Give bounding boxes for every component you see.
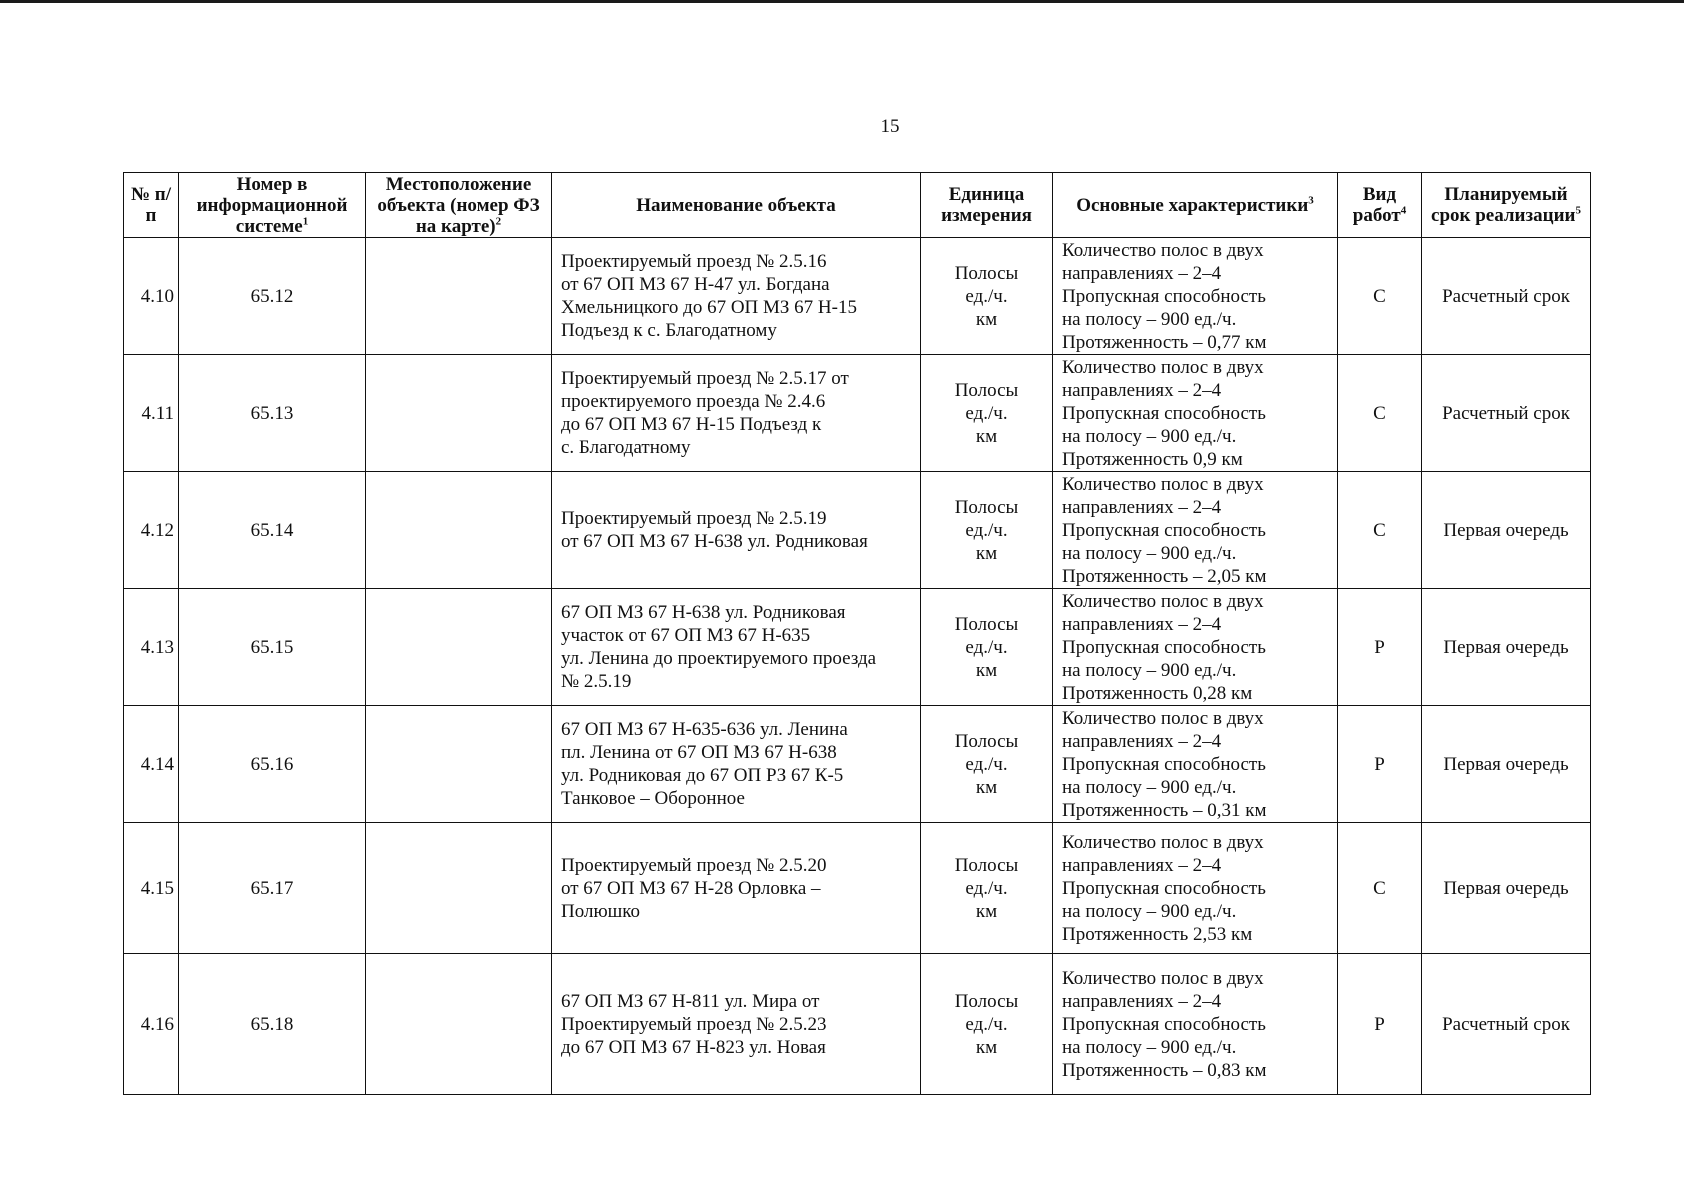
cell-object-name-line: Полюшко <box>561 900 641 922</box>
cell-object-name-line: проектируемого проезда № 2.4.6 <box>561 391 826 412</box>
cell-term: Первая очередь <box>1422 472 1591 589</box>
table-row <box>124 472 1591 589</box>
table-body <box>124 238 1591 1095</box>
cell-term: Первая очередь <box>1422 706 1591 823</box>
cell-characteristics-line: направлениях – 2–4 <box>1062 854 1222 876</box>
cell-characteristics <box>1053 472 1338 589</box>
cell-unit-line: ед./ч. <box>965 1013 1008 1035</box>
cell-unit-line: Полосы <box>954 262 1019 284</box>
cell-unit <box>921 954 1053 1095</box>
cell-unit-line: Полосы <box>954 730 1019 752</box>
cell-term: Расчетный срок <box>1422 954 1591 1095</box>
cell-work-type: С <box>1338 472 1422 589</box>
cell-object-name-line: Проектируемый проезд № 2.5.20 <box>561 854 827 876</box>
header-location: Местоположение объекта (номер ФЗ на карте)$^2$ <box>366 173 552 238</box>
cell-characteristics-line: Количество полос в двух <box>1062 831 1264 853</box>
cell-term: Расчетный срок <box>1422 238 1591 355</box>
cell-info-number: 65.15 <box>179 589 366 706</box>
cell-num: 4.13 <box>124 589 179 706</box>
cell-object-name-line: от 67 ОП МЗ 67 Н-638 ул. Родниковая <box>561 531 868 552</box>
cell-unit-line: км <box>975 308 998 330</box>
cell-unit-line: км <box>975 542 998 564</box>
cell-object-name-line: 67 ОП МЗ 67 Н-638 ул. Родниковая <box>561 602 846 623</box>
cell-work-type: С <box>1338 355 1422 472</box>
cell-object-name <box>552 472 921 589</box>
cell-characteristics-line: направлениях – 2–4 <box>1062 990 1222 1012</box>
cell-unit-line: ед./ч. <box>965 285 1008 307</box>
cell-characteristics-line: Протяженность – 2,05 км <box>1062 565 1267 587</box>
cell-object-name <box>552 823 921 954</box>
cell-object-name-line: от 67 ОП МЗ 67 Н-47 ул. Богдана <box>561 274 830 295</box>
cell-object-name-line: Проектируемый проезд № 2.5.16 <box>561 251 827 272</box>
cell-object-name-line: Проектируемый проезд № 2.5.17 от <box>561 368 849 389</box>
cell-info-number: 65.17 <box>179 823 366 954</box>
cell-unit-line: км <box>975 1036 998 1058</box>
cell-info-number: 65.16 <box>179 706 366 823</box>
cell-characteristics-line: Протяженность 2,53 км <box>1062 923 1253 945</box>
cell-characteristics-line: на полосу – 900 ед./ч. <box>1062 1036 1237 1058</box>
cell-object-name <box>552 355 921 472</box>
table-row <box>124 823 1591 954</box>
cell-term: Первая очередь <box>1422 589 1591 706</box>
cell-unit-line: ед./ч. <box>965 519 1008 541</box>
cell-num: 4.11 <box>124 355 179 472</box>
cell-characteristics-line: на полосу – 900 ед./ч. <box>1062 308 1237 330</box>
table-row <box>124 355 1591 472</box>
cell-unit <box>921 355 1053 472</box>
cell-object-name <box>552 238 921 355</box>
cell-unit-line: Полосы <box>954 854 1019 876</box>
cell-characteristics-line: Пропускная способность <box>1062 1013 1266 1035</box>
cell-characteristics-line: направлениях – 2–4 <box>1062 262 1222 284</box>
header-name: Наименование объекта <box>552 173 921 238</box>
cell-characteristics-line: Количество полос в двух <box>1062 707 1264 729</box>
table-row <box>124 706 1591 823</box>
cell-characteristics-line: Протяженность – 0,31 км <box>1062 799 1267 821</box>
table-row <box>124 238 1591 355</box>
cell-unit-line: Полосы <box>954 990 1019 1012</box>
cell-term: Расчетный срок <box>1422 355 1591 472</box>
cell-characteristics <box>1053 706 1338 823</box>
cell-characteristics-line: Количество полос в двух <box>1062 356 1264 378</box>
cell-term: Первая очередь <box>1422 823 1591 954</box>
cell-location <box>366 238 552 355</box>
cell-object-name-line: до 67 ОП МЗ 67 Н-15 Подъезд к <box>561 414 822 435</box>
cell-info-number: 65.18 <box>179 954 366 1095</box>
cell-unit-line: Полосы <box>954 613 1019 635</box>
cell-characteristics-line: Пропускная способность <box>1062 285 1266 307</box>
cell-object-name <box>552 954 921 1095</box>
cell-unit-line: км <box>975 900 998 922</box>
cell-num: 4.12 <box>124 472 179 589</box>
cell-location <box>366 954 552 1095</box>
cell-num: 4.15 <box>124 823 179 954</box>
cell-location <box>366 706 552 823</box>
cell-characteristics <box>1053 355 1338 472</box>
cell-characteristics-line: на полосу – 900 ед./ч. <box>1062 542 1237 564</box>
cell-num: 4.14 <box>124 706 179 823</box>
cell-location <box>366 589 552 706</box>
cell-unit-line: ед./ч. <box>965 636 1008 658</box>
cell-characteristics-line: Протяженность – 0,77 км <box>1062 331 1267 353</box>
header-row <box>124 173 1591 238</box>
cell-characteristics-line: Количество полос в двух <box>1062 239 1264 261</box>
cell-characteristics-line: направлениях – 2–4 <box>1062 613 1222 635</box>
cell-object-name-line: 67 ОП МЗ 67 Н-635-636 ул. Ленина <box>561 719 848 740</box>
cell-characteristics-line: Пропускная способность <box>1062 636 1266 658</box>
table-row <box>124 954 1591 1095</box>
cell-unit <box>921 238 1053 355</box>
cell-characteristics-line: на полосу – 900 ед./ч. <box>1062 659 1237 681</box>
cell-object-name-line: с. Благодатному <box>561 437 691 458</box>
cell-characteristics-line: направлениях – 2–4 <box>1062 379 1222 401</box>
header-num: № п/п <box>124 173 179 238</box>
cell-characteristics-line: Пропускная способность <box>1062 753 1266 775</box>
cell-characteristics-line: Пропускная способность <box>1062 402 1266 424</box>
cell-info-number: 65.14 <box>179 472 366 589</box>
cell-num: 4.16 <box>124 954 179 1095</box>
cell-info-number: 65.13 <box>179 355 366 472</box>
header-term: Планируемый срок реализации$^5$ <box>1422 173 1591 238</box>
cell-location <box>366 472 552 589</box>
cell-characteristics-line: Количество полос в двух <box>1062 967 1264 989</box>
cell-unit-line: км <box>975 776 998 798</box>
cell-characteristics-line: Пропускная способность <box>1062 877 1266 899</box>
objects-table <box>123 172 1591 1095</box>
cell-work-type: С <box>1338 823 1422 954</box>
cell-object-name-line: Танковое – Оборонное <box>561 788 745 809</box>
cell-object-name-line: участок от 67 ОП МЗ 67 Н-635 <box>561 625 811 646</box>
cell-characteristics-line: Протяженность 0,28 км <box>1062 682 1253 704</box>
cell-characteristics-line: Количество полос в двух <box>1062 590 1264 612</box>
cell-characteristics <box>1053 954 1338 1095</box>
cell-object-name-line: № 2.5.19 <box>561 671 632 692</box>
cell-characteristics-line: направлениях – 2–4 <box>1062 730 1222 752</box>
cell-unit-line: Полосы <box>954 496 1019 518</box>
cell-characteristics-line: на полосу – 900 ед./ч. <box>1062 776 1237 798</box>
cell-object-name-line: пл. Ленина от 67 ОП МЗ 67 Н-638 <box>561 742 837 763</box>
cell-unit-line: ед./ч. <box>965 877 1008 899</box>
cell-characteristics <box>1053 589 1338 706</box>
cell-unit <box>921 589 1053 706</box>
header-unit: Единица измерения <box>921 173 1053 238</box>
cell-characteristics-line: Количество полос в двух <box>1062 473 1264 495</box>
cell-characteristics <box>1053 823 1338 954</box>
cell-unit-line: км <box>975 425 998 447</box>
cell-object-name-line: ул. Родниковая до 67 ОП РЗ 67 К-5 <box>561 765 844 786</box>
cell-object-name <box>552 706 921 823</box>
table-row <box>124 589 1591 706</box>
page-top-border <box>0 0 1684 3</box>
header-work-type: Вид работ$^4$ <box>1338 173 1422 238</box>
cell-object-name-line: 67 ОП МЗ 67 Н-811 ул. Мира от <box>561 990 820 1012</box>
page-number: 15 <box>880 116 900 137</box>
cell-num: 4.10 <box>124 238 179 355</box>
cell-characteristics-line: на полосу – 900 ед./ч. <box>1062 900 1237 922</box>
cell-location <box>366 355 552 472</box>
cell-characteristics-line: направлениях – 2–4 <box>1062 496 1222 518</box>
cell-unit-line: км <box>975 659 998 681</box>
cell-characteristics-line: на полосу – 900 ед./ч. <box>1062 425 1237 447</box>
cell-object-name-line: Подъезд к с. Благодатному <box>561 320 777 341</box>
cell-unit <box>921 472 1053 589</box>
cell-object-name <box>552 589 921 706</box>
cell-object-name-line: Проектируемый проезд № 2.5.23 <box>561 1013 827 1035</box>
cell-characteristics-line: Протяженность – 0,83 км <box>1062 1059 1267 1081</box>
cell-object-name-line: до 67 ОП МЗ 67 Н-823 ул. Новая <box>561 1036 826 1058</box>
cell-work-type: Р <box>1338 954 1422 1095</box>
cell-object-name-line: от 67 ОП МЗ 67 Н-28 Орловка – <box>561 877 821 899</box>
cell-characteristics-line: Протяженность 0,9 км <box>1062 448 1243 470</box>
cell-object-name-line: Хмельницкого до 67 ОП МЗ 67 Н-15 <box>561 297 857 318</box>
cell-unit-line: ед./ч. <box>965 402 1008 424</box>
cell-work-type: Р <box>1338 589 1422 706</box>
cell-location <box>366 823 552 954</box>
header-characteristics: Основные характеристики$^3$ <box>1053 173 1338 238</box>
cell-object-name-line: Проектируемый проезд № 2.5.19 <box>561 508 827 529</box>
cell-characteristics <box>1053 238 1338 355</box>
cell-work-type: С <box>1338 238 1422 355</box>
header-info-system: Номер в информационной системе$^1$ <box>179 173 366 238</box>
cell-object-name-line: ул. Ленина до проектируемого проезда <box>561 648 877 669</box>
cell-unit <box>921 706 1053 823</box>
cell-unit-line: Полосы <box>954 379 1019 401</box>
cell-work-type: Р <box>1338 706 1422 823</box>
cell-unit <box>921 823 1053 954</box>
cell-info-number: 65.12 <box>179 238 366 355</box>
cell-characteristics-line: Пропускная способность <box>1062 519 1266 541</box>
cell-unit-line: ед./ч. <box>965 753 1008 775</box>
